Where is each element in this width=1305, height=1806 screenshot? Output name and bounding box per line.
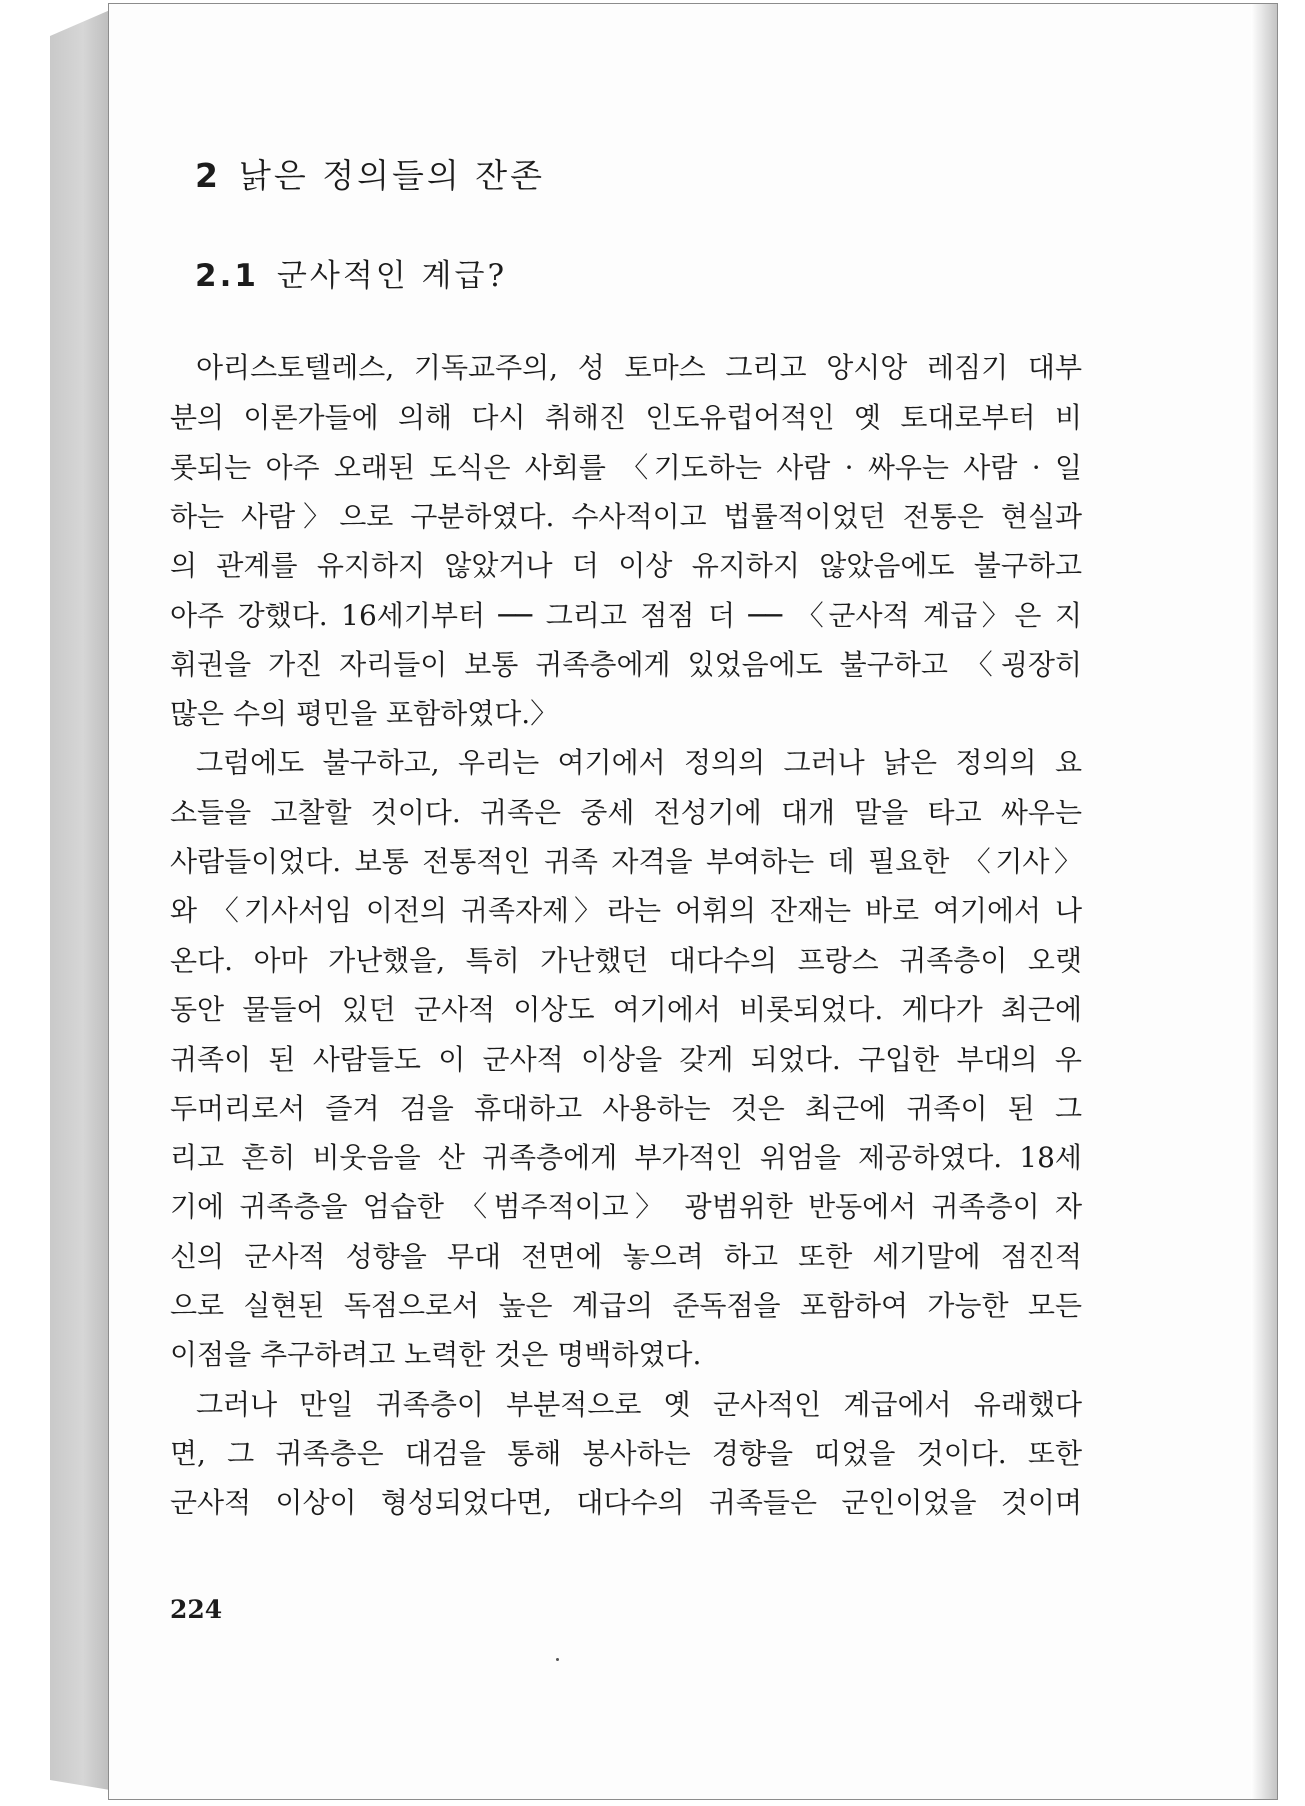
subsection-title: 군사적인 계급? [276, 258, 508, 294]
paragraph-2-line: 신의 군사적 성향을 무대 전면에 놓으려 하고 또한 세기말에 점진적 [170, 1240, 1082, 1273]
paragraph-1-line: 아리스토텔레스, 기독교주의, 성 토마스 그리고 앙시앙 레짐기 대부 [196, 351, 1082, 384]
paragraph-1-line: 하는 사람〉으로 구분하였다. 수사적이고 법률적이었던 전통은 현실과 [170, 500, 1082, 533]
scan-speck [556, 1658, 559, 1661]
paragraph-2-line: 기에 귀족층을 엄습한 〈범주적이고〉 광범위한 반동에서 귀족층이 자 [170, 1190, 1082, 1223]
paragraph-2-line: 귀족이 된 사람들도 이 군사적 이상을 갖게 되었다. 구입한 부대의 우 [170, 1043, 1082, 1076]
paragraph-2-line: 이점을 추구하려고 노력한 것은 명백하였다. [170, 1338, 702, 1371]
paragraph-3-line: 군사적 이상이 형성되었다면, 대다수의 귀족들은 군인이었을 것이며 [170, 1486, 1082, 1519]
page-fold-shadow [1251, 4, 1277, 1799]
paragraph-2-line: 으로 실현된 독점으로서 높은 계급의 준독점을 포함하여 가능한 모든 [170, 1289, 1082, 1322]
page-number: 224 [170, 1595, 223, 1624]
paragraph-2-line: 온다. 아마 가난했을, 특히 가난했던 대다수의 프랑스 귀족층이 오랫 [170, 944, 1082, 977]
paragraph-3-line: 그러나 만일 귀족층이 부분적으로 옛 군사적인 계급에서 유래했다 [196, 1388, 1082, 1421]
paragraph-2-line: 리고 흔히 비웃음을 산 귀족층에게 부가적인 위엄을 제공하였다. 18세 [170, 1141, 1082, 1174]
paragraph-1-line: 롯되는 아주 오래된 도식은 사회를 〈기도하는 사람 · 싸우는 사람 · 일 [170, 451, 1082, 484]
paragraph-1-line: 많은 수의 평민을 포함하였다.〉 [170, 697, 559, 730]
section-heading [195, 150, 545, 197]
paragraph-3-line: 면, 그 귀족층은 대검을 통해 봉사하는 경향을 띠었을 것이다. 또한 [170, 1437, 1082, 1470]
paragraph-2-line: 소들을 고찰할 것이다. 귀족은 중세 전성기에 대개 말을 타고 싸우는 [170, 796, 1082, 829]
paragraph-1-line: 아주 강했다. 16세기부터 ── 그리고 점점 더 ── 〈군사적 계급〉은 지 [170, 599, 1082, 632]
section-title: 낡은 정의들의 잔존 [238, 156, 545, 195]
paragraph-1-line: 분의 이론가들에 의해 다시 취해진 인도유럽어적인 옛 토대로부터 비 [170, 401, 1082, 434]
section-number: 2 [195, 156, 221, 195]
paragraph-2-line: 사람들이었다. 보통 전통적인 귀족 자격을 부여하는 데 필요한 〈기사〉 [170, 845, 1082, 878]
paragraph-2-line: 동안 물들어 있던 군사적 이상도 여기에서 비롯되었다. 게다가 최근에 [170, 993, 1082, 1026]
paragraph-1-line: 휘권을 가진 자리들이 보통 귀족층에게 있었음에도 불구하고 〈굉장히 [170, 648, 1082, 681]
subsection-number: 2.1 [195, 258, 259, 294]
paragraph-2-line: 와 〈기사서임 이전의 귀족자제〉라는 어휘의 잔재는 바로 여기에서 나 [170, 894, 1082, 927]
paragraph-2-line: 그럼에도 불구하고, 우리는 여기에서 정의의 그러나 낡은 정의의 요 [196, 746, 1082, 779]
subsection-heading [195, 250, 507, 295]
paragraph-1-line: 의 관계를 유지하지 않았거나 더 이상 유지하지 않았음에도 불구하고 [170, 549, 1082, 582]
paragraph-2-line: 두머리로서 즐겨 검을 휴대하고 사용하는 것은 최근에 귀족이 된 그 [170, 1092, 1082, 1125]
book-spine-edge [50, 10, 110, 1790]
